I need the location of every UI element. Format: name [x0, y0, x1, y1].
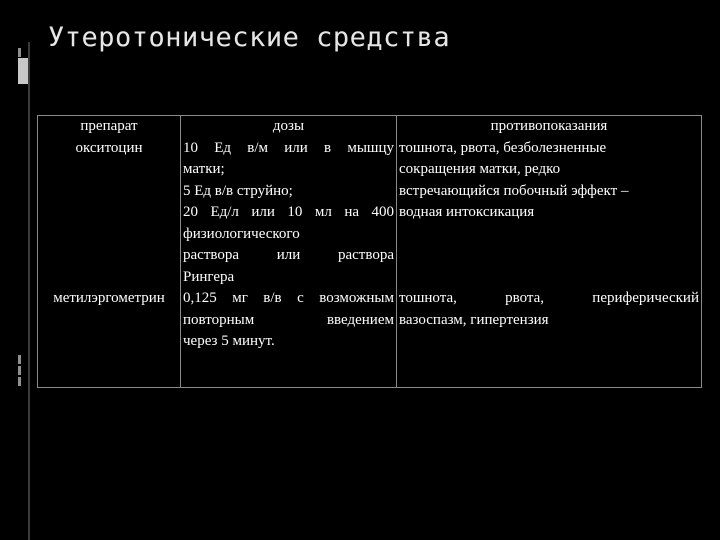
contraindication-line: встречающийся побочный эффект – [399, 182, 629, 199]
contraindication-cell [397, 138, 702, 289]
dose-line: через 5 минут. [183, 333, 275, 349]
header-doses: дозы [181, 116, 397, 138]
dose-cell [181, 138, 397, 289]
table-header-row [38, 116, 702, 138]
dose-line: 20 Ед/л или 10 мл на 400 [183, 204, 394, 220]
decor-bar [18, 58, 28, 84]
contraindication-line: тошнота, рвота, безболезненные [399, 139, 607, 156]
drug-name-cell: метилэргометрин [38, 288, 181, 388]
contraindication-cell [397, 288, 702, 388]
dose-line: 0,125 мг в/в с возможным [183, 290, 394, 306]
contraindication-line: вазоспазм, гипертензия [399, 311, 549, 328]
table-row [38, 288, 702, 388]
contraindication-line: водная интоксикация [399, 204, 535, 220]
dose-cell [181, 288, 397, 388]
decor-bar [18, 48, 21, 57]
header-contraindications: противопоказания [397, 116, 702, 138]
slide-title: Утеротонические средства [48, 22, 451, 53]
decor-bar [18, 355, 21, 364]
dose-line: повторным введением [183, 311, 394, 328]
dose-line: матки; [183, 161, 225, 177]
dose-line: Рингера [183, 268, 235, 285]
table-row [38, 138, 702, 289]
drug-table [37, 115, 702, 388]
header-drug: препарат [38, 116, 181, 138]
dose-line: раствора или раствора [183, 247, 394, 263]
drug-name-cell: окситоцин [38, 138, 181, 289]
dose-line: 10 Ед в/м или в мышцу [183, 139, 394, 156]
decor-bar [18, 377, 21, 386]
dose-line: физиологического [183, 225, 300, 242]
contraindication-line: сокращения матки, редко [399, 161, 561, 177]
decor-bar [18, 366, 21, 375]
contraindication-line: тошнота, рвота, периферический [399, 290, 699, 306]
dose-line: 5 Ед в/в струйно; [183, 182, 293, 199]
slide-left-rule [28, 42, 30, 540]
